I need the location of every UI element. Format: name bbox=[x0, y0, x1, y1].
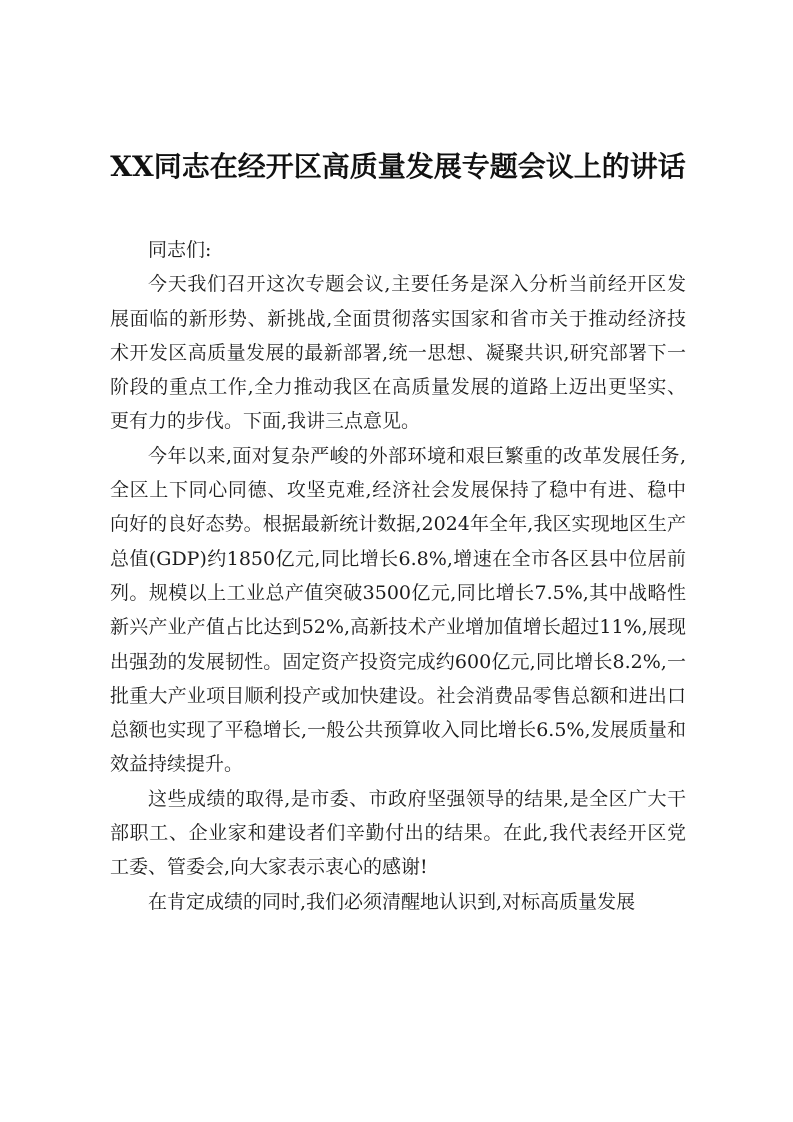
greeting-line: 同志们: bbox=[148, 239, 212, 261]
body-paragraph: 这些成绩的取得,是市委、市政府坚强领导的结果,是全区广大干部职工、企业家和建设者们辛勤付出的结果。在此,我代表经开区党工委、管委会,向大家表示衷心的感谢! bbox=[110, 787, 686, 879]
body-paragraph: 今年以来,面对复杂严峻的外部环境和艰巨繁重的改革发展任务,全区上下同心同德、攻坚克难,经济社会发展保持了稳中有进、稳中向好的良好态势。根据最新统计数据,2024年全年,我区实现地区生产总值(GDP)约1850亿元,同比增长6.8%,增速在全市各区县中位居前列。规模以上工业总产值突破3500亿元,同比增长7.5%,其中战略性新兴产业产值占比达到52%,高新技术产业增加值增长超过11%,展现出强劲的发展韧性。固定资产投资完成约600亿元,同比增长8.2%,一批重大产业项目顺利投产或加快建设。社会消费品零售总额和进出口总额也实现了平稳增长,一般公共预算收入同比增长6.5%,发展质量和效益持续提升。 bbox=[110, 444, 686, 776]
body-paragraph: 今天我们召开这次专题会议,主要任务是深入分析当前经开区发展面临的新形势、新挑战,全面贯彻落实国家和省市关于推动经济技术开发区高质量发展的最新部署,统一思想、凝聚共识,研究部署下一阶段的重点工作,全力推动我区在高质量发展的道路上迈出更坚实、更有力的步伐。下面,我讲三点意见。 bbox=[110, 273, 686, 433]
document-title: XX同志在经开区高质量发展专题会议上的讲话 bbox=[110, 150, 686, 183]
body-paragraph: 在肯定成绩的同时,我们必须清醒地认识到,对标高质量发展 bbox=[148, 890, 636, 913]
document-body bbox=[110, 233, 686, 919]
